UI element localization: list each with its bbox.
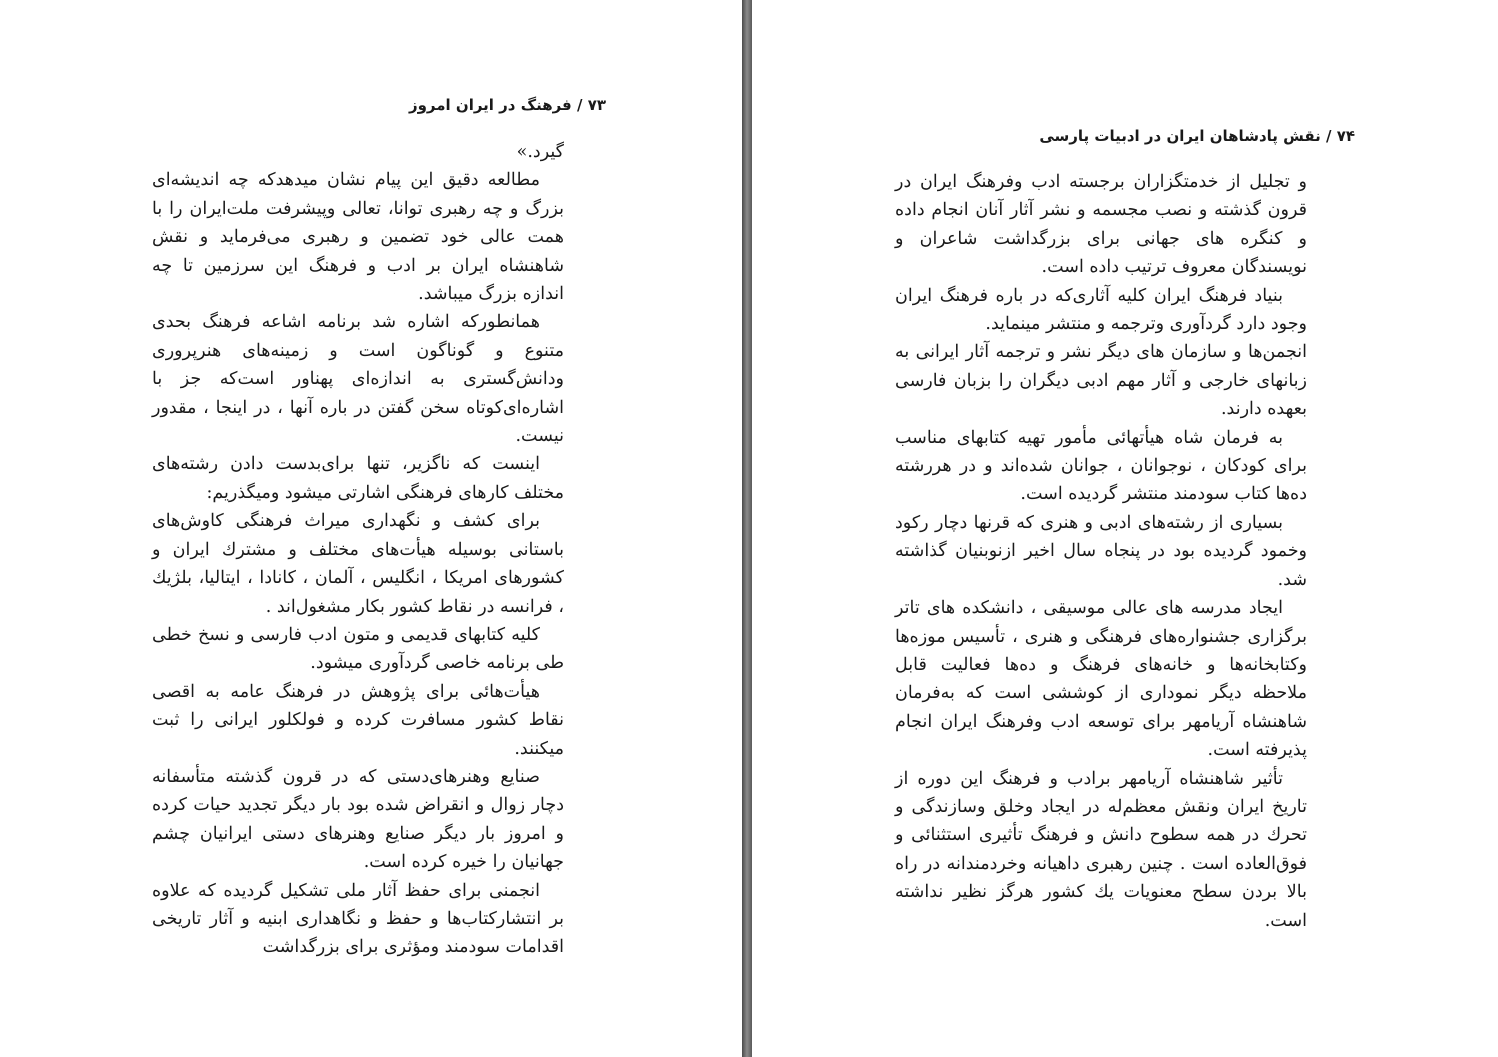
left-page-header: ۷۳ / فرهنگ در ایران امروز bbox=[408, 96, 606, 114]
paragraph: اینست که ناگزیر، تنها برای‌بدست دادن رشته‌های مختلف کارهای فرهنگی اشارتی میشود ومیگذریم: bbox=[152, 454, 564, 503]
left-page-body bbox=[152, 138, 564, 962]
paragraph: صنایع وهنرهای‌دستی که در قرون گذشته متأسفانه دچار زوال و انقراض شده بود بار دیگر تجدید حیات کرده و امروز بار دیگر صنایع وهنرهای دستی ایرانیان چشم جهانیان را خیره کرده است. bbox=[152, 766, 564, 873]
paragraph: انجمن‌ها و سازمان های دیگر نشر و ترجمه آثار ایرانی به زبانهای خارجی و آثار مهم ادبی دیگران را بزبان فارسی بعهده دارند. bbox=[895, 342, 1307, 420]
paragraph: تأثیر شاهنشاه آریامهر برادب و فرهنگ این دوره از تاریخ ایران ونقش معظم‌له در ایجاد وخلق وسازندگی و تحرك در همه سطوح دانش و فرهنگ تأثیری استثنائی و فوق‌العاده است . چنین رهبری داهیانه وخردمندانه در راه بالا بردن سطح معنویات یك کشور هرگز نظیر نداشته است. bbox=[895, 768, 1307, 931]
paragraph: مطالعه دقیق این پیام نشان میدهدکه چه اندیشه‌ای بزرگ و چه رهبری توانا، تعالی وپیشرفت ملت‌ایران را با همت عالی خود تضمین و رهبری می‌فرماید و نقش شاهنشاه ایران بر ادب و فرهنگ این سرزمین تا چه اندازه بزرگ میباشد. bbox=[152, 170, 564, 305]
paragraph: به فرمان شاه هیأتهائی مأمور تهیه کتابهای مناسب برای کودکان ، نوجوانان ، جوانان شده‌اند و در هررشته ده‌ها کتاب سودمند منتشر گردیده است. bbox=[895, 427, 1307, 505]
right-page bbox=[752, 0, 1498, 1057]
paragraph: و تجلیل از خدمتگزاران برجسته ادب وفرهنگ ایران در قرون گذشته و نصب مجسمه و نشر آثار آنان انجام داده و کنگره های جهانی برای بزرگداشت شاعران و نویسندگان معروف ترتیب داده است. bbox=[895, 172, 1307, 278]
paragraph: انجمنی برای حفظ آثار ملی تشکیل گردیده که علاوه بر انتشارکتاب‌ها و حفظ و نگاهداری ابنیه و آثار تاریخی اقدامات سودمند ومؤثری برای بزرگداشت bbox=[152, 880, 564, 958]
paragraph: بنیاد فرهنگ ایران کلیه آثاری‌که در باره فرهنگ ایران وجود دارد گردآوری وترجمه و منتشر مینماید. bbox=[895, 285, 1307, 335]
paragraph: ایجاد مدرسه های عالی موسیقی ، دانشکده های تاتر برگزاری جشنواره‌های فرهنگی و هنری ، تأسیس موزه‌ها وکتابخانه‌ها و خانه‌های فرهنگ و ده‌ها فعالیت قابل ملاحظه دیگر نموداری از کوششی است که به‌فرمان شاهنشاه آریامهر برای توسعه ادب وفرهنگ ایران انجام پذیرفته است. bbox=[895, 598, 1307, 761]
paragraph: برای کشف و نگهداری میراث فرهنگی کاوش‌های باستانی بوسیله هیأت‌های مختلف و مشترك ایران و کشورهای امریکا ، انگلیس ، آلمان ، کانادا ، ایتالیا، بلژیك ، فرانسه در نقاط کشور بکار مشغول‌اند . bbox=[152, 511, 564, 617]
paragraph: بسیاری از رشته‌های ادبی و هنری که قرنها دچار رکود وخمود گردیده بود در پنجاه سال اخیر ازنوبنیان گذاشته شد. bbox=[895, 512, 1307, 590]
left-page bbox=[0, 0, 742, 1057]
right-page-header: ۷۴ / نقش پادشاهان ایران در ادبیات پارسی bbox=[1039, 127, 1355, 145]
paragraph: کلیه کتابهای قدیمی و متون ادب فارسی و نسخ خطی طی برنامه خاصی گردآوری میشود. bbox=[152, 624, 564, 674]
paragraph: همانطورکه اشاره شد برنامه اشاعه فرهنگ بحدی متنوع و گوناگون است و زمینه‌های هنرپروری ودانش‌گستری به اندازه‌ای پهناور است‌که جز با اشاره‌ای‌کوتاه سخن گفتن در باره آنها ، در اینجا ، مقدور نیست. bbox=[152, 312, 564, 447]
paragraph: گیرد.» bbox=[516, 142, 564, 162]
paragraph: هیأت‌هائی برای پژوهش در فرهنگ عامه به اقصی نقاط کشور مسافرت کرده و فولکلور ایرانی را ثبت میکنند. bbox=[152, 681, 564, 759]
book-spine bbox=[742, 0, 752, 1057]
right-page-body bbox=[895, 168, 1307, 935]
